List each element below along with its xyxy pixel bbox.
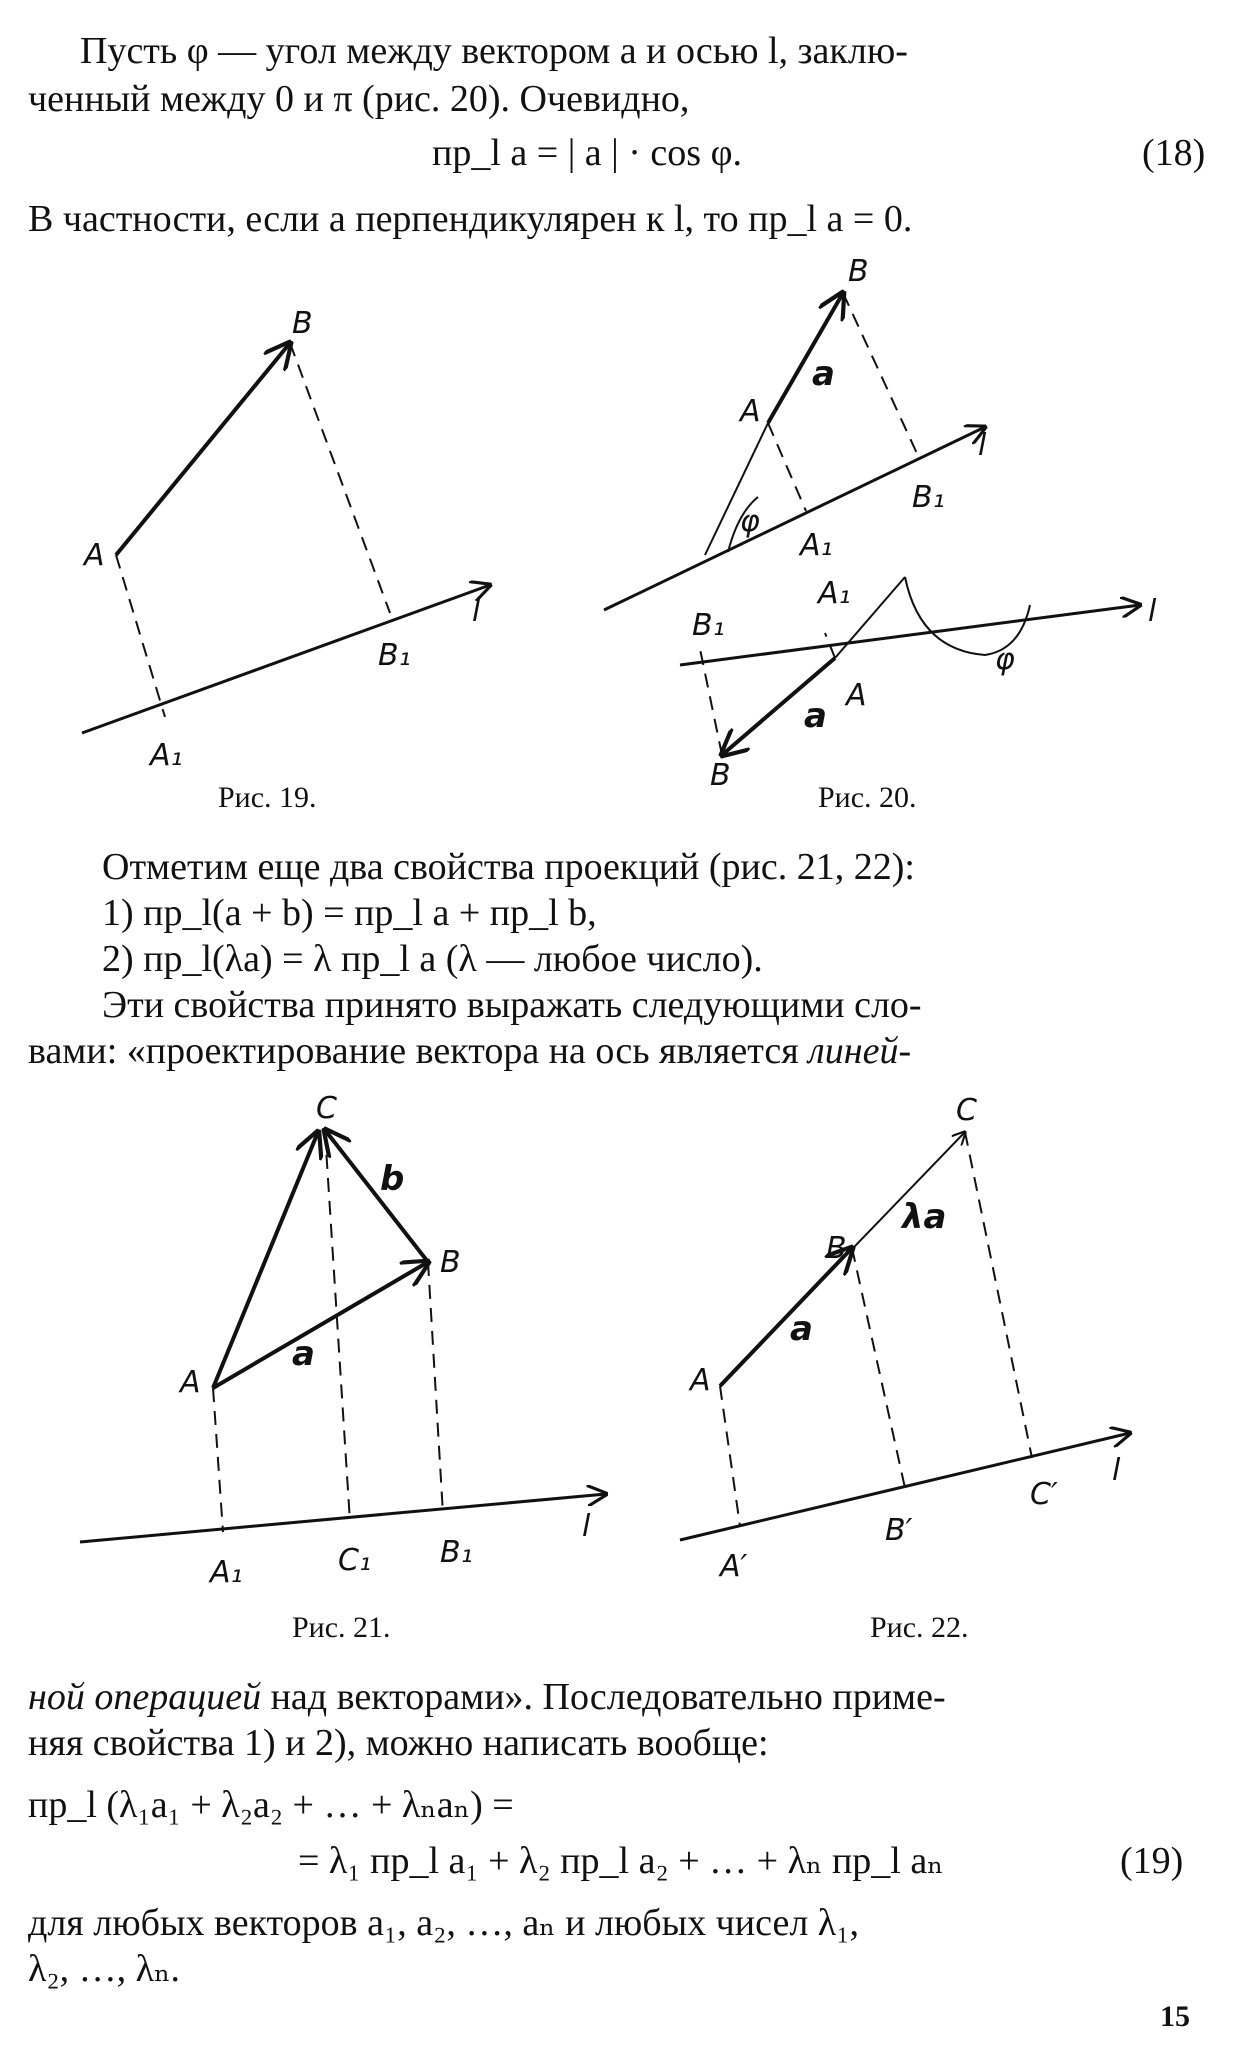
label-a: A <box>180 1365 201 1400</box>
text-line-10: λ₂, …, λₙ. <box>28 1948 181 1990</box>
label-a1: A₁ <box>210 1555 243 1590</box>
label-vec-a-lower: a <box>804 696 827 736</box>
label-phi-upper: φ <box>740 504 760 539</box>
text-line-7 <box>28 1674 946 1720</box>
text-line-6-pre: вами: «проектирование вектора на ось является <box>28 1030 809 1072</box>
label-a1-upper: A₁ <box>800 528 833 563</box>
label-b-lower: B <box>710 758 731 793</box>
label-b1: B₁ <box>440 1535 473 1570</box>
vector-a <box>213 1262 428 1388</box>
property-1: 1) пр_l(a + b) = пр_l a + пр_l b, <box>102 892 597 934</box>
label-vec-b: b <box>380 1159 405 1199</box>
text-line-9: для любых векторов a₁, a₂, …, aₙ и любых чисел λ₁, <box>28 1902 859 1944</box>
label-b1: B₁ <box>378 638 411 673</box>
formula-19-part-2: = λ₁ пр_l a₁ + λ₂ пр_l a₂ + … + λₙ пр_l aₙ <box>298 1840 944 1882</box>
label-a: A <box>84 538 105 573</box>
projection-dash-c <box>325 1132 350 1522</box>
label-c: C <box>316 1091 337 1126</box>
figure-20 <box>560 254 1180 793</box>
label-c: C <box>956 1093 977 1128</box>
text-line-5: Эти свойства принято выражать следующими сло- <box>102 984 922 1026</box>
label-l-upper: l <box>978 428 987 463</box>
label-a1: A₁ <box>150 738 183 773</box>
text-line-7-rest: над векторами». Последовательно приме- <box>261 1676 946 1718</box>
figure-19 <box>40 255 520 800</box>
figure-22 <box>660 1090 1200 1605</box>
text-line-3: В частности, если a перпендикулярен к l, то пр_l a = 0. <box>28 198 913 240</box>
label-c-prime: C′ <box>1030 1477 1058 1512</box>
label-a-lower: A <box>846 678 867 713</box>
label-a: A <box>690 1363 711 1398</box>
label-a-prime: A′ <box>720 1549 748 1584</box>
label-b1-upper: B₁ <box>912 480 945 515</box>
label-b1-lower: B₁ <box>692 608 725 643</box>
label-vec-lambda-a: λa <box>902 1197 947 1237</box>
vector-b <box>325 1130 428 1262</box>
label-vec-a: a <box>292 1334 315 1374</box>
caption-fig-20: Рис. 20. <box>818 781 917 814</box>
equation-number-19: (19) <box>1120 1840 1184 1882</box>
projection-dash-a <box>213 1388 223 1532</box>
projection-dash-b <box>852 1248 905 1488</box>
text-line-6-italic: линей- <box>808 1030 912 1072</box>
projection-dash-b-upper <box>843 293 920 460</box>
label-b: B <box>826 1231 847 1266</box>
text-line-4: Отметим еще два свойства проекций (рис. 21, 22): <box>102 846 915 888</box>
axis-l <box>80 1494 606 1542</box>
projection-dash-b-lower <box>700 649 722 755</box>
label-b: B <box>440 1245 461 1280</box>
figure-21 <box>70 1090 630 1605</box>
projection-dash-a-upper <box>768 423 806 511</box>
label-l: l <box>582 1509 591 1544</box>
axis-l <box>82 585 490 733</box>
equation-number-18: (18) <box>1142 132 1206 174</box>
label-a1-lower: A₁ <box>818 576 851 611</box>
label-a-upper: A <box>740 394 761 429</box>
page-number: 15 <box>1160 2000 1190 2033</box>
vector-ab <box>116 343 290 555</box>
text-line-7-italic: ной операцией <box>28 1676 262 1718</box>
label-b-prime: B′ <box>885 1513 913 1548</box>
caption-fig-19: Рис. 19. <box>218 781 317 814</box>
label-l: l <box>472 594 481 629</box>
formula-18: пр_l a = | a | · cos φ. <box>432 132 743 174</box>
caption-fig-22: Рис. 22. <box>870 1611 969 1644</box>
label-l-lower: l <box>1148 594 1157 629</box>
projection-dash-c <box>965 1132 1032 1458</box>
projection-dash-a <box>720 1386 740 1526</box>
label-b-upper: B <box>848 254 869 289</box>
projection-dash-b <box>290 343 390 613</box>
label-c1: C₁ <box>338 1543 371 1578</box>
projection-dash-b <box>428 1262 443 1514</box>
property-2: 2) пр_l(λa) = λ пр_l a (λ — любое число). <box>102 938 763 980</box>
axis-l-upper <box>604 427 985 610</box>
axis-l-lower <box>680 605 1140 665</box>
label-phi-lower: φ <box>995 642 1015 677</box>
text-line-6 <box>28 1028 911 1074</box>
formula-19-part-1: пр_l (λ₁a₁ + λ₂a₂ + … + λₙaₙ) = <box>28 1784 514 1826</box>
text-line-8: няя свойства 1) и 2), можно написать вообще: <box>28 1722 769 1764</box>
caption-fig-21: Рис. 21. <box>292 1611 391 1644</box>
projection-dash-a <box>116 555 165 717</box>
label-b: B <box>292 306 313 341</box>
label-vec-a-upper: a <box>812 354 835 394</box>
label-l: l <box>1112 1453 1121 1488</box>
text-line-1: Пусть φ — угол между вектором a и осью l, заклю- <box>80 30 908 72</box>
text-line-2: ченный между 0 и π (рис. 20). Очевидно, <box>28 78 690 120</box>
label-vec-a: a <box>790 1309 813 1349</box>
